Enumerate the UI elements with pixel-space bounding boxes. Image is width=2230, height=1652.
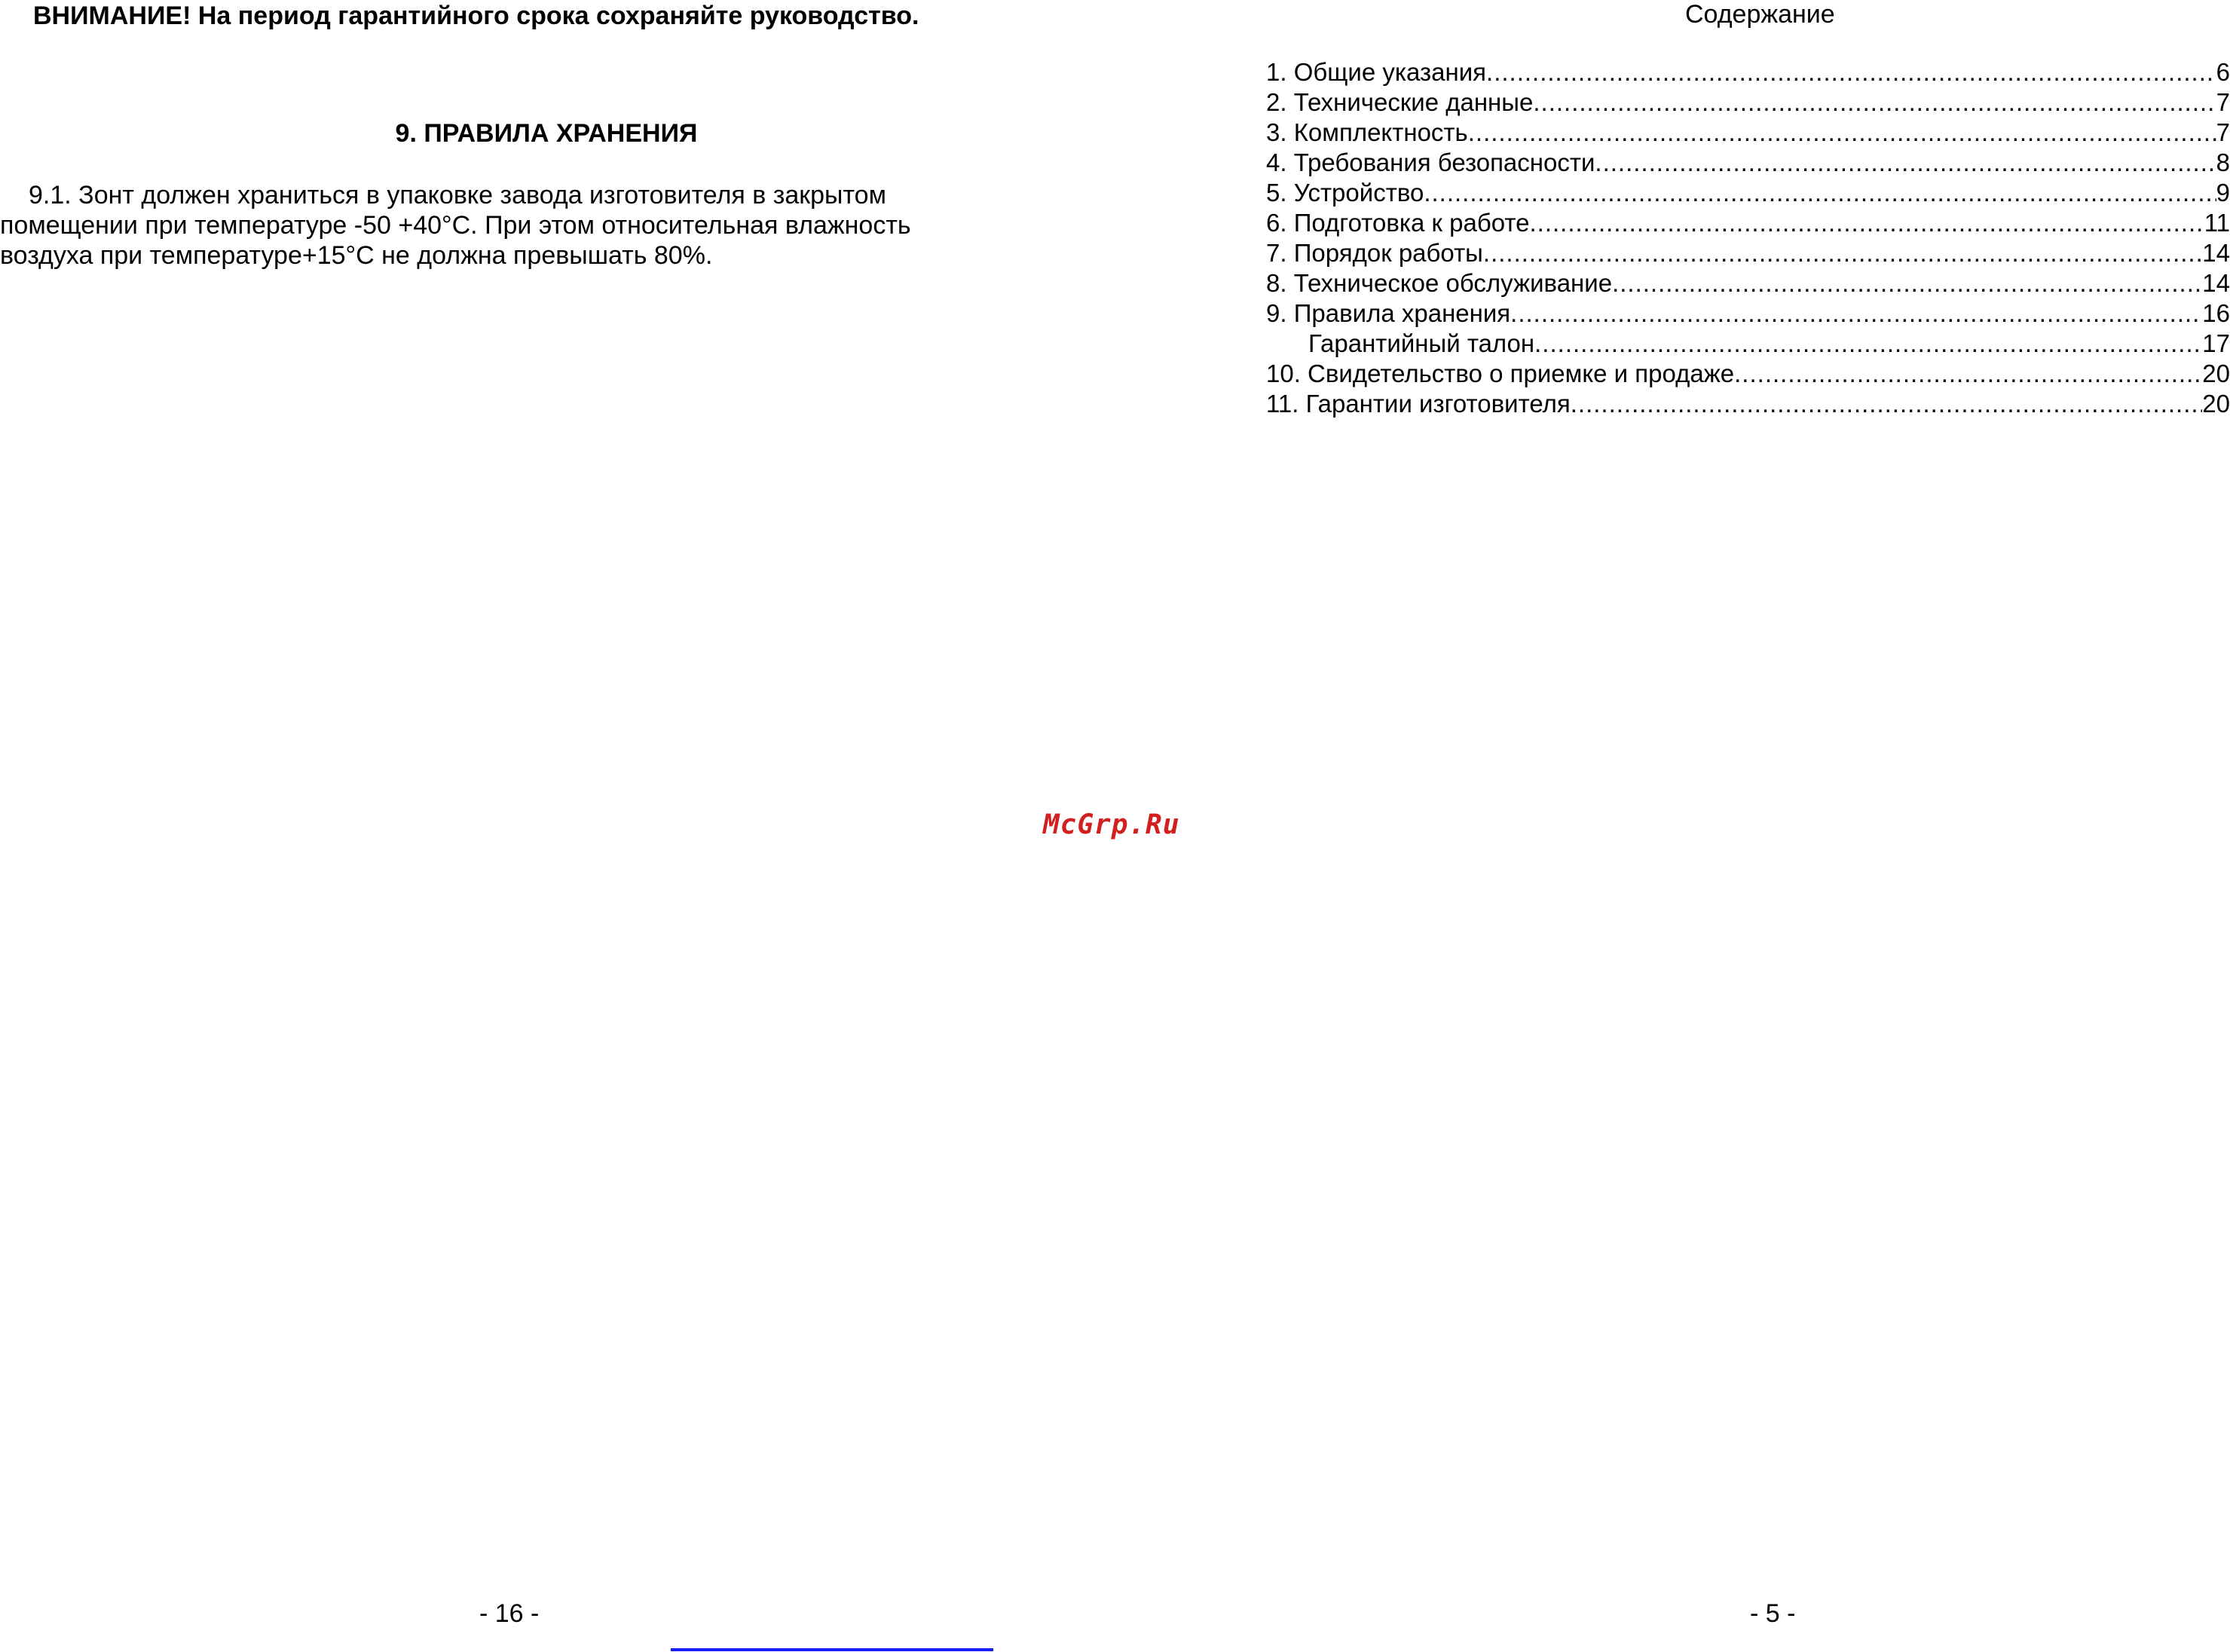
toc-entry-title: Гарантийный талон [1308, 329, 1535, 357]
toc-entry[interactable] [1266, 118, 2230, 148]
warning-text: ВНИМАНИЕ! На период гарантийного срока сохраняйте руководство. [33, 2, 919, 30]
toc-entry[interactable] [1266, 329, 2230, 359]
toc-entry[interactable] [1266, 87, 2230, 118]
toc-leader-dots [1734, 359, 2202, 389]
toc-entry-title: 2. Технические данные [1266, 88, 1534, 116]
toc-entry[interactable] [1266, 178, 2230, 208]
toc-leader-dots [1510, 298, 2202, 329]
toc-entry-title: 11. Гарантии изготовителя [1266, 390, 1571, 418]
toc-leader-dots [1529, 208, 2204, 238]
toc-entry-page: 20 [2202, 359, 2230, 387]
paragraph-line: помещении при температуре -50 +40°С. При этом относительная влажность [0, 211, 911, 240]
section-title: 9. ПРАВИЛА ХРАНЕНИЯ [395, 119, 698, 148]
toc-entry[interactable] [1266, 208, 2230, 238]
toc-entry-page: 7 [2216, 118, 2230, 146]
toc-leader-dots [1571, 389, 2203, 419]
toc-entry-title: 7. Порядок работы [1266, 239, 1483, 267]
link-underline[interactable] [671, 1648, 993, 1651]
toc-entry-title: 5. Устройство [1266, 179, 1424, 206]
toc-leader-dots [1486, 57, 2216, 87]
toc-entry-title: 6. Подготовка к работе [1266, 209, 1530, 237]
toc-heading: Содержание [1685, 0, 1835, 29]
toc-leader-dots [1533, 87, 2216, 118]
toc-entry[interactable] [1266, 148, 2230, 178]
toc-entry-page: 20 [2202, 390, 2230, 418]
toc-leader-dots [1468, 118, 2216, 148]
toc-entry-page: 9 [2216, 179, 2230, 206]
toc-entry-page: 8 [2216, 148, 2230, 176]
toc-entry-page: 11 [2204, 209, 2230, 237]
toc-entry[interactable] [1266, 238, 2230, 268]
toc-entry-title: 1. Общие указания [1266, 58, 1487, 86]
page-number-left: - 16 - [479, 1599, 540, 1628]
toc-entry[interactable] [1266, 359, 2230, 389]
toc-entry-title: 4. Требования безопасности [1266, 148, 1595, 176]
toc-entry-page: 14 [2202, 239, 2230, 267]
watermark: McGrp.Ru [1043, 809, 1180, 840]
toc-entry-page: 16 [2202, 299, 2230, 327]
toc-entry[interactable] [1266, 389, 2230, 419]
toc-leader-dots [1534, 329, 2202, 359]
toc-entry[interactable] [1266, 268, 2230, 298]
toc-leader-dots [1612, 268, 2202, 298]
page-number-right: - 5 - [1750, 1599, 1796, 1628]
toc-entry[interactable] [1266, 57, 2230, 87]
toc-entry-page: 14 [2202, 269, 2230, 297]
toc-leader-dots [1595, 148, 2216, 178]
toc-entry-title: 8. Техническое обслуживание [1266, 269, 1613, 297]
toc-entry-title: 9. Правила хранения [1266, 299, 1511, 327]
toc-entry-page: 7 [2216, 88, 2230, 116]
toc-entry-page: 17 [2202, 329, 2230, 357]
paragraph-line: 9.1. Зонт должен храниться в упаковке завода изготовителя в закрытом [29, 181, 886, 210]
toc-entry-title: 3. Комплектность [1266, 118, 1468, 146]
toc-entry-title: 10. Свидетельство о приемке и продаже [1266, 359, 1735, 387]
toc-leader-dots [1424, 178, 2216, 208]
table-of-contents [1266, 57, 2230, 419]
toc-entry-page: 6 [2216, 58, 2230, 86]
toc-entry[interactable] [1266, 298, 2230, 329]
paragraph-line: воздуха при температуре+15°С не должна превышать 80%. [0, 241, 713, 270]
toc-leader-dots [1483, 238, 2202, 268]
